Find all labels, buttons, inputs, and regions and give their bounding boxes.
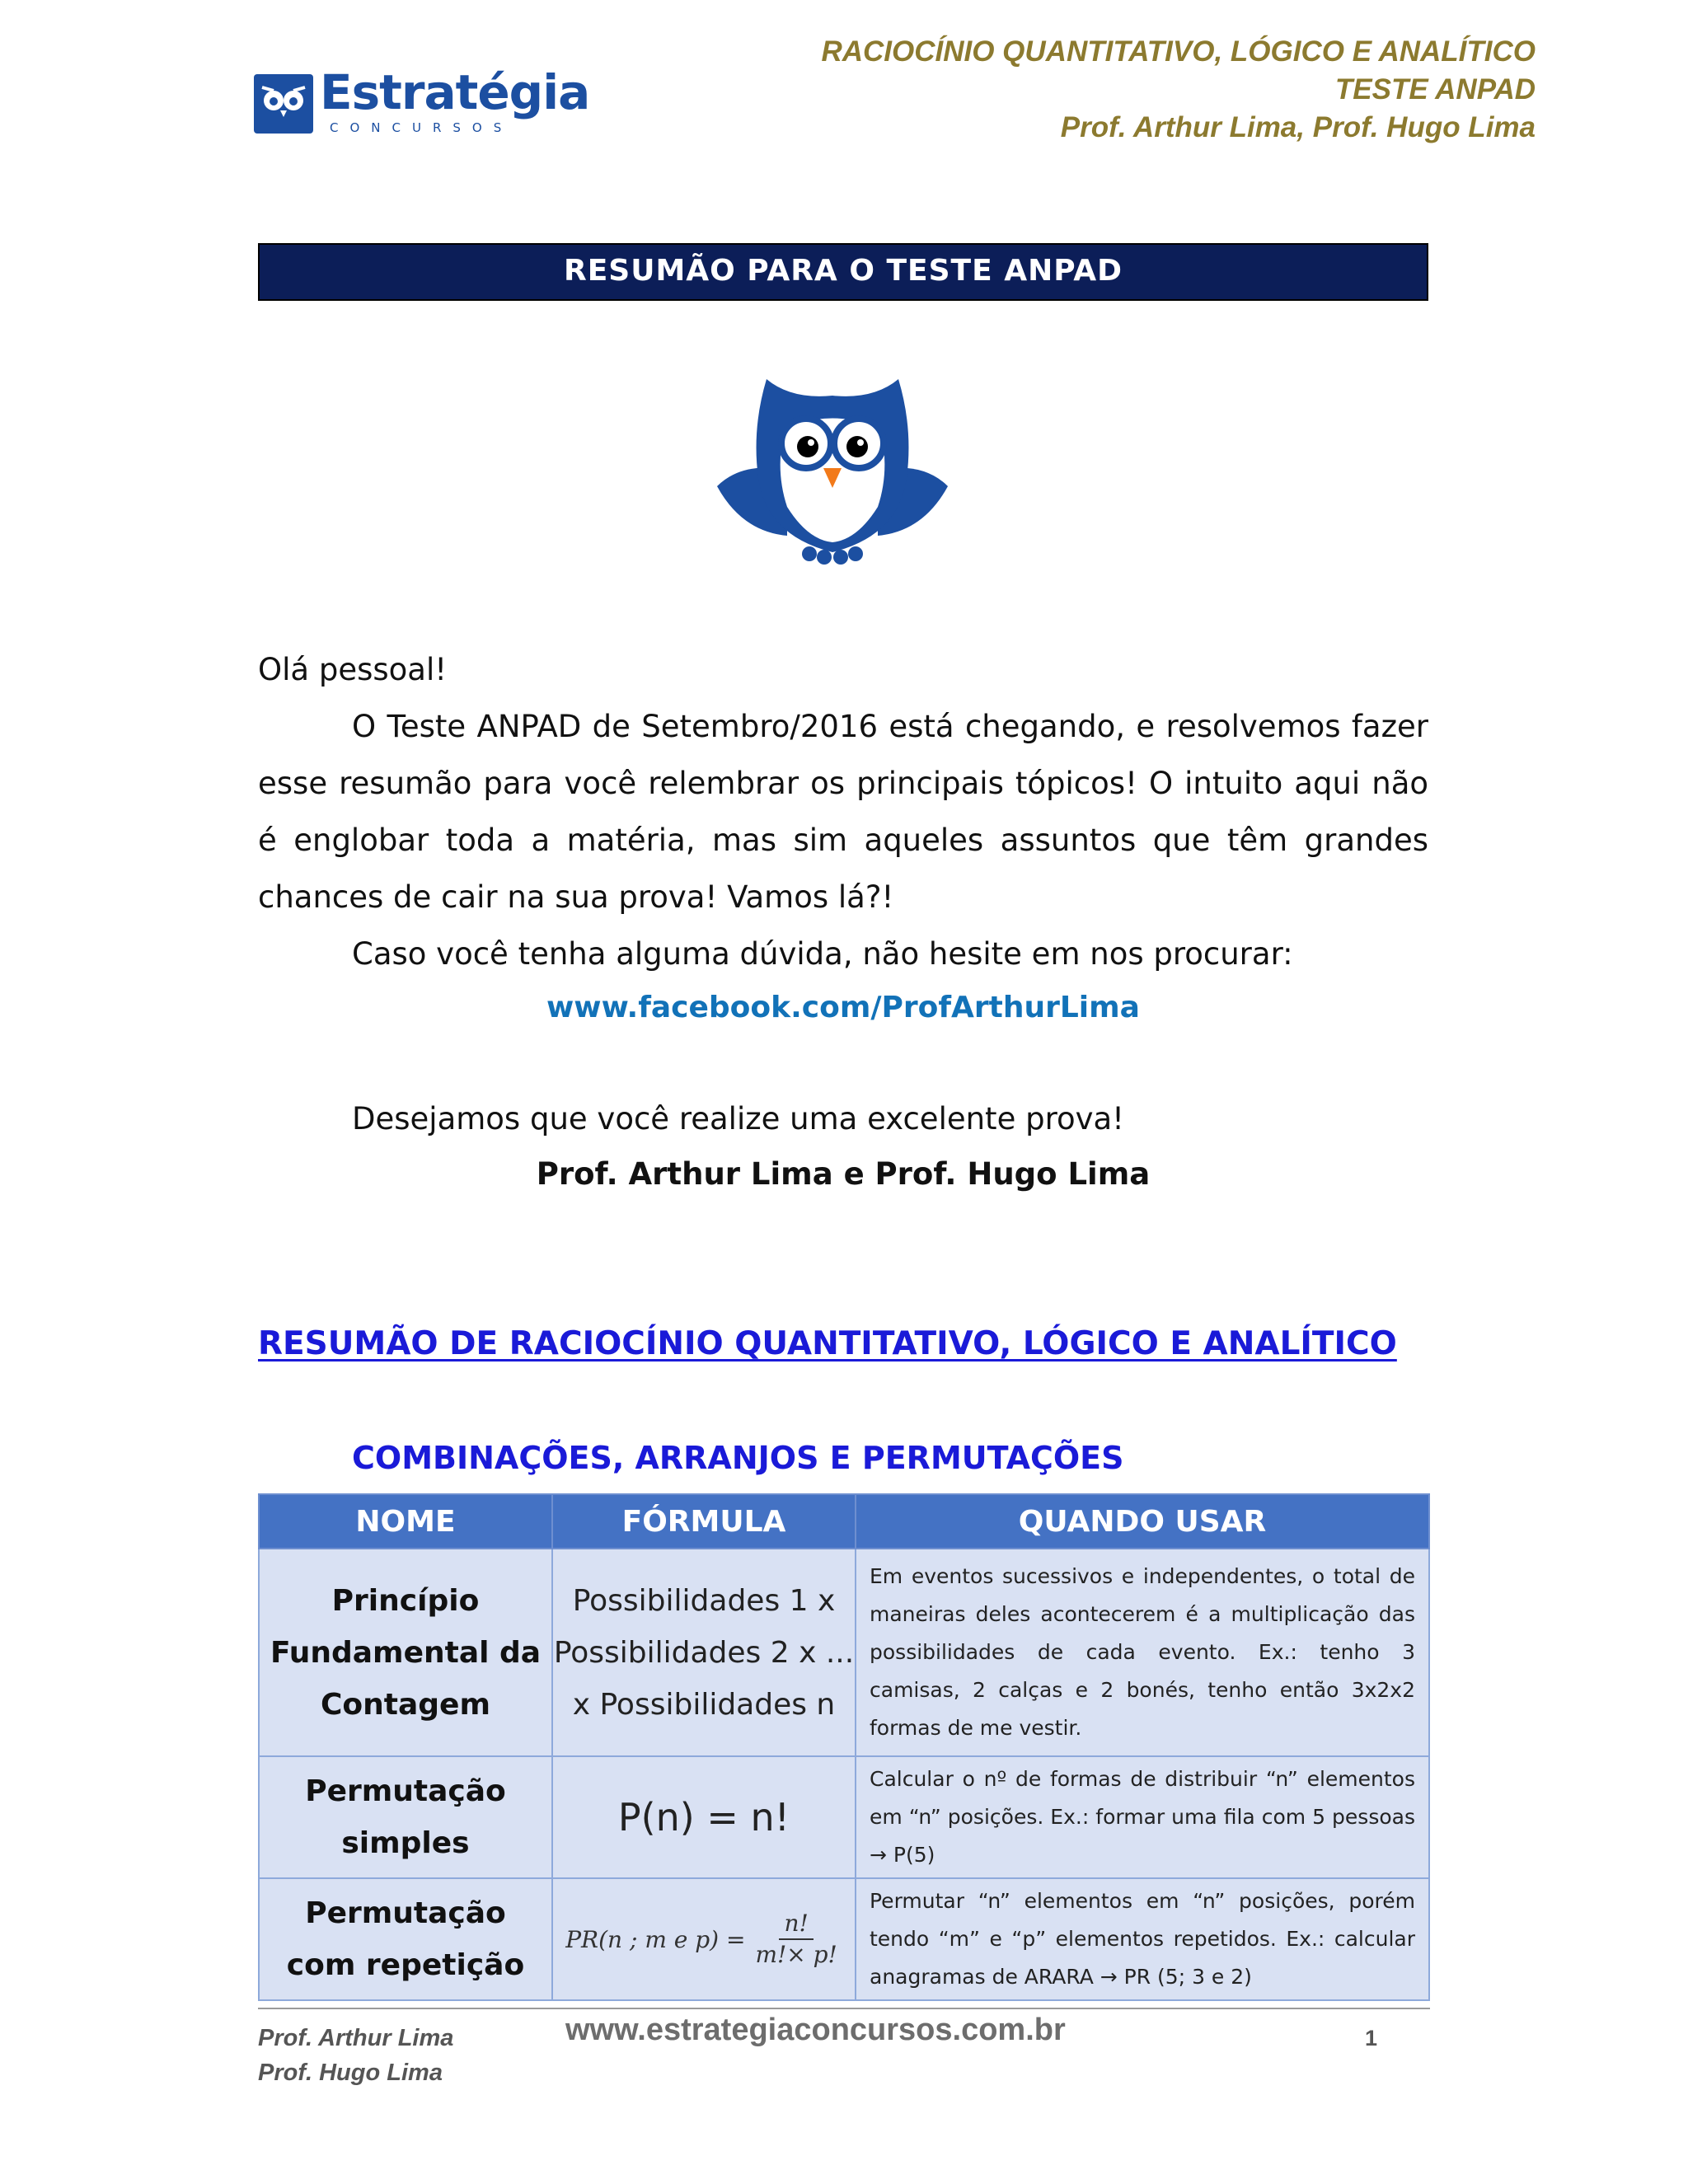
- contact-text: Caso você tenha alguma dúvida, não hesite em nos procurar:: [352, 936, 1293, 972]
- header-usage: QUANDO USAR: [856, 1494, 1429, 1549]
- estrategia-logo: [254, 64, 590, 152]
- header-formula: FÓRMULA: [552, 1494, 856, 1549]
- page-number: 1: [1365, 2026, 1378, 2050]
- header-subject: RACIOCÍNIO QUANTITATIVO, LÓGICO E ANALÍTICO: [821, 35, 1536, 68]
- combinatorics-table: [258, 1493, 1430, 2001]
- header-name: NOME: [259, 1494, 552, 1549]
- row-usage: Em eventos sucessivos e independentes, o total de maneiras deles acontecerem é a multiplicação das possibilidades de cada evento. Ex.: tenho 3 camisas, 2 calças e 2 bonés, tenho então 3x2x2 formas de me vestir.: [856, 1549, 1429, 1756]
- row-name: Permutação simples: [259, 1756, 552, 1878]
- footer-authors: [258, 2021, 453, 2090]
- header-exam: TESTE ANPAD: [1334, 73, 1536, 105]
- table-header-row: [259, 1494, 1429, 1549]
- footer-divider: [258, 2008, 1430, 2009]
- formula-lhs: PR(n ; m e p) =: [565, 1925, 746, 1953]
- footer-url[interactable]: www.estrategiaconcursos.com.br: [565, 2013, 1066, 2047]
- table-row: [259, 1549, 1429, 1756]
- row-usage: Calcular o nº de formas de distribuir “n” elementos em “n” posições. Ex.: formar uma fila com 5 pessoas → P(5): [856, 1756, 1429, 1878]
- row-formula: P(n) = n!: [552, 1756, 856, 1878]
- table-row: [259, 1878, 1429, 2000]
- header-authors: Prof. Arthur Lima, Prof. Hugo Lima: [1060, 111, 1536, 143]
- fraction-formula: [565, 1909, 842, 1970]
- table-row: [259, 1756, 1429, 1878]
- section-heading: RESUMÃO DE RACIOCÍNIO QUANTITATIVO, LÓGICO E ANALÍTICO: [258, 1325, 1397, 1362]
- formula-numerator: n!: [779, 1909, 813, 1940]
- owl-logo-icon: [254, 74, 313, 134]
- owl-mascot-icon: [709, 363, 956, 569]
- row-formula: Possibilidades 1 x Possibilidades 2 x ... x Possibilidades n: [552, 1549, 856, 1756]
- facebook-link[interactable]: www.facebook.com/ProfArthurLima: [546, 991, 1140, 1024]
- row-name: Permutação com repetição: [259, 1878, 552, 2000]
- row-name: Princípio Fundamental da Contagem: [259, 1549, 552, 1756]
- row-usage: Permutar “n” elementos em “n” posições, porém tendo “m” e “p” elementos repetidos. Ex.: calcular anagramas de ARARA → PR (5; 3 e 2): [856, 1878, 1429, 2000]
- page-title: RESUMÃO PARA O TESTE ANPAD: [258, 243, 1428, 301]
- subsection-heading: COMBINAÇÕES, ARRANJOS E PERMUTAÇÕES: [352, 1440, 1124, 1476]
- logo-wordmark: Estratégia: [320, 64, 590, 120]
- footer-author-2: Prof. Hugo Lima: [258, 2060, 443, 2086]
- intro-paragraph: O Teste ANPAD de Setembro/2016 está chegando, e resolvemos fazer esse resumão para você relembrar os principais tópicos! O intuito aqui não é englobar toda a matéria, mas sim aqueles assuntos que têm grandes chances de cair na sua prova! Vamos lá?!: [258, 709, 1428, 915]
- row-formula: [552, 1878, 856, 2000]
- signature: Prof. Arthur Lima e Prof. Hugo Lima: [536, 1156, 1151, 1192]
- logo-subtitle: CONCURSOS: [330, 120, 513, 135]
- footer-author-1: Prof. Arthur Lima: [258, 2025, 454, 2051]
- wish-text: Desejamos que você realize uma excelente prova!: [352, 1101, 1125, 1137]
- header-info: [821, 33, 1536, 147]
- formula-denominator: m!× p!: [755, 1941, 837, 1968]
- greeting: Olá pessoal!: [258, 652, 448, 687]
